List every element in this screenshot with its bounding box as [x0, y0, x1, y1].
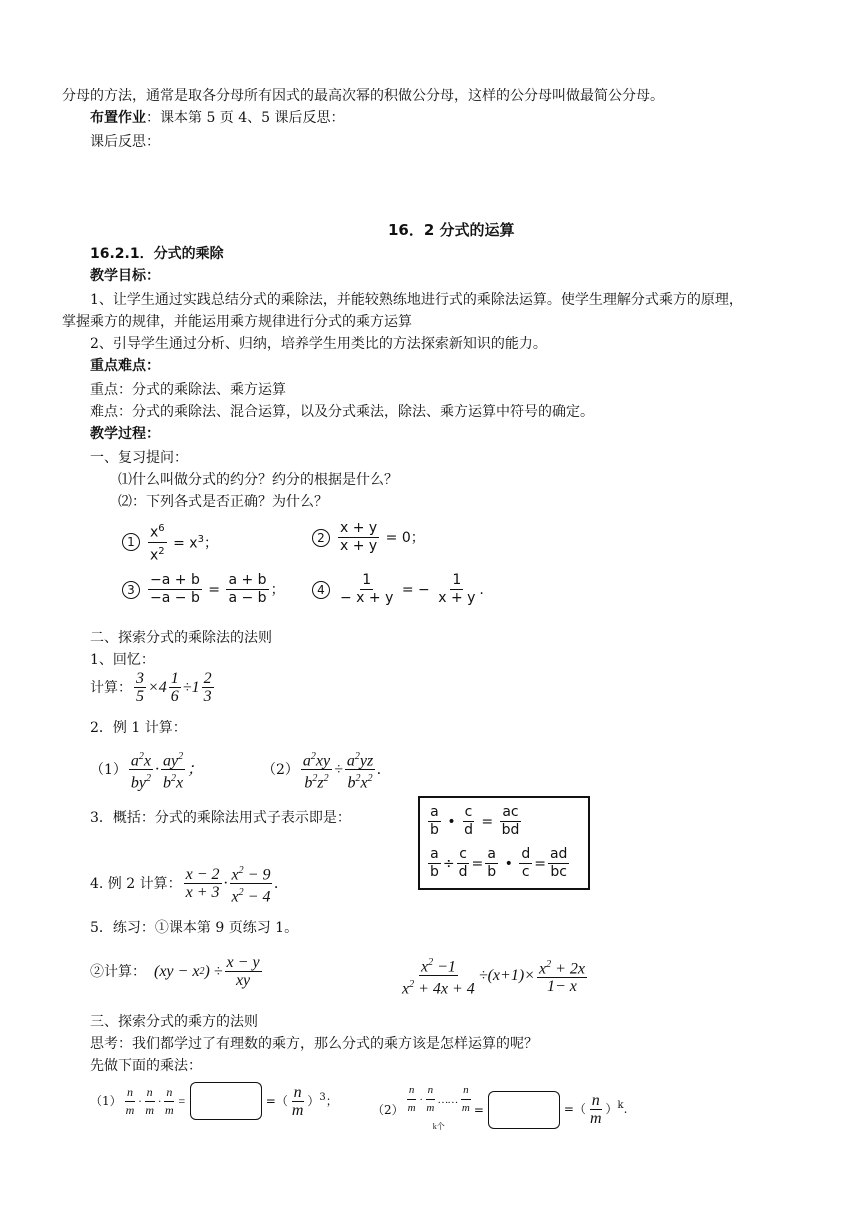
formula-1: 1 $\frac{x^6}{x^2}$ = $x^3$；: [122, 520, 218, 564]
text-line: 三、探索分式的乘方的法则: [90, 1014, 258, 1030]
practice-2: ②计算： (xy − x 2 ) ÷ $\frac{x - y}{xy}$: [90, 954, 260, 989]
text-line: ⑵：下列各式是否正确？为什么？: [118, 494, 328, 510]
text-line: 课后反思：: [90, 134, 160, 150]
calc-line: 计算： $\frac{3}{5}$ ×4 $\frac{1}{6}$ ÷1 $\frac{2}{3}$: [90, 670, 212, 705]
text-line: 掌握乘方的规律，并能运用乘方规律进行分式的乘方运算: [62, 314, 412, 330]
text-line: 一、复习提问：: [90, 450, 188, 466]
text-line: 2．例 1 计算：: [90, 720, 187, 736]
label: （2）: [262, 761, 299, 778]
formula-4: 4 $\frac{1}{- x + y}$ = − $\frac{1}{x + y}$ .: [312, 572, 484, 607]
text-line: 5．练习：①课本第 9 页练习 1。: [90, 920, 299, 936]
text-line: 重点：分式的乘除法、乘方运算: [90, 382, 286, 398]
rule-box: [418, 796, 590, 890]
practice-2b: $\frac{x^2 -1}{x^2 + 4x + 4}$ ÷(x+1)× $\frac{x^2 + 2x}{1- x}$: [398, 954, 589, 998]
text-line: 3．概括：分式的乘除法用式子表示即是：: [90, 810, 351, 826]
label: 布置作业: [90, 110, 146, 126]
label: （1）: [90, 1094, 122, 1108]
text-line: ⑴什么叫做分式的约分？约分的根据是什么？: [118, 472, 398, 488]
formula-2: 2 $\frac{x + y}{x + y}$ = 0；: [312, 520, 425, 555]
example1-part1: （1） $\frac{a^2x}{by^2}$ · $\frac{ay^2}{b^2x}$ ；: [90, 748, 203, 792]
text: ：课本第 5 页 4、5 课后反思：: [146, 110, 345, 126]
label: 计算：: [90, 679, 132, 696]
rule-divide: $\frac{a}{b}$ ÷ $\frac{c}{d}$ = $\frac{a}{b}$ • $\frac{d}{c}$ = $\frac{ad}{bc}$: [430, 846, 568, 880]
text-line: 1、回忆：: [90, 652, 155, 668]
exponent: 3: [319, 1091, 326, 1103]
exponent: k: [617, 1100, 624, 1111]
k-count-label: k个: [432, 1122, 445, 1131]
subsection-title: 16.2.1．分式的乘除: [90, 246, 224, 262]
text-line: 1、让学生通过实践总结分式的乘除法，并能较熟练地进行式的乘除法运算。使学生理解分式乘方的原理，: [90, 292, 743, 308]
text-line: 2、引导学生通过分析、归纳，培养学生用类比的方法探索新知识的能力。: [90, 336, 547, 352]
label: （1）: [90, 761, 127, 778]
text-line: 思考：我们都学过了有理数的乘方，那么分式的乘方该是怎样运算的呢？: [90, 1036, 538, 1052]
text-line: 分母的方法，通常是取各分母所有因式的最高次幂的积做公分母，这样的公分母叫做最简公分母。: [62, 88, 664, 104]
rule-multiply: $\frac{a}{b}$ • $\frac{c}{d}$ = $\frac{ac}{bd}$: [430, 804, 520, 838]
example1-part2: （2） $\frac{a^2xy}{b^2z^2}$ ÷ $\frac{a^2yz}{b^2x^2}$ .: [262, 748, 381, 792]
text-line: 难点：分式的乘除法、混合运算，以及分式乘法，除法、乘方运算中符号的确定。: [90, 404, 594, 420]
text-line: 先做下面的乘法：: [90, 1058, 202, 1074]
heading: 教学目标：: [90, 268, 160, 284]
label: 4. 例 2 计算：: [90, 875, 182, 892]
heading: 重点难点：: [90, 358, 160, 374]
label: ②计算：: [90, 963, 146, 980]
text-line: 二、探索分式的乘除法的法则: [90, 630, 272, 646]
label: （2）: [372, 1102, 404, 1117]
formula-3: 3 $\frac{-a + b}{-a - b}$ = $\frac{a + b}{a - b}$ ；: [122, 572, 285, 607]
example2: 4. 例 2 计算： $\frac{x - 2}{x + 3}$ · $\frac{x^2 - 9}{x^2 - 4}$ .: [90, 862, 278, 906]
power-k: （2） $\frac{n}{m}$ · $\frac{n}{m}$ …… $\frac{n}{m}$ k个 = =（ $\frac{n}{m}$ ）$^k$.: [372, 1082, 627, 1137]
heading: 教学过程：: [90, 426, 160, 442]
text-line: [90, 108, 345, 128]
section-title: 16．2 分式的运算: [388, 221, 515, 239]
power-1: （1） $\frac{n}{m}$ · $\frac{n}{m}$ · $\frac{n}{m}$ = =（ $\frac{n}{m}$ ）$^3$；: [90, 1083, 338, 1119]
